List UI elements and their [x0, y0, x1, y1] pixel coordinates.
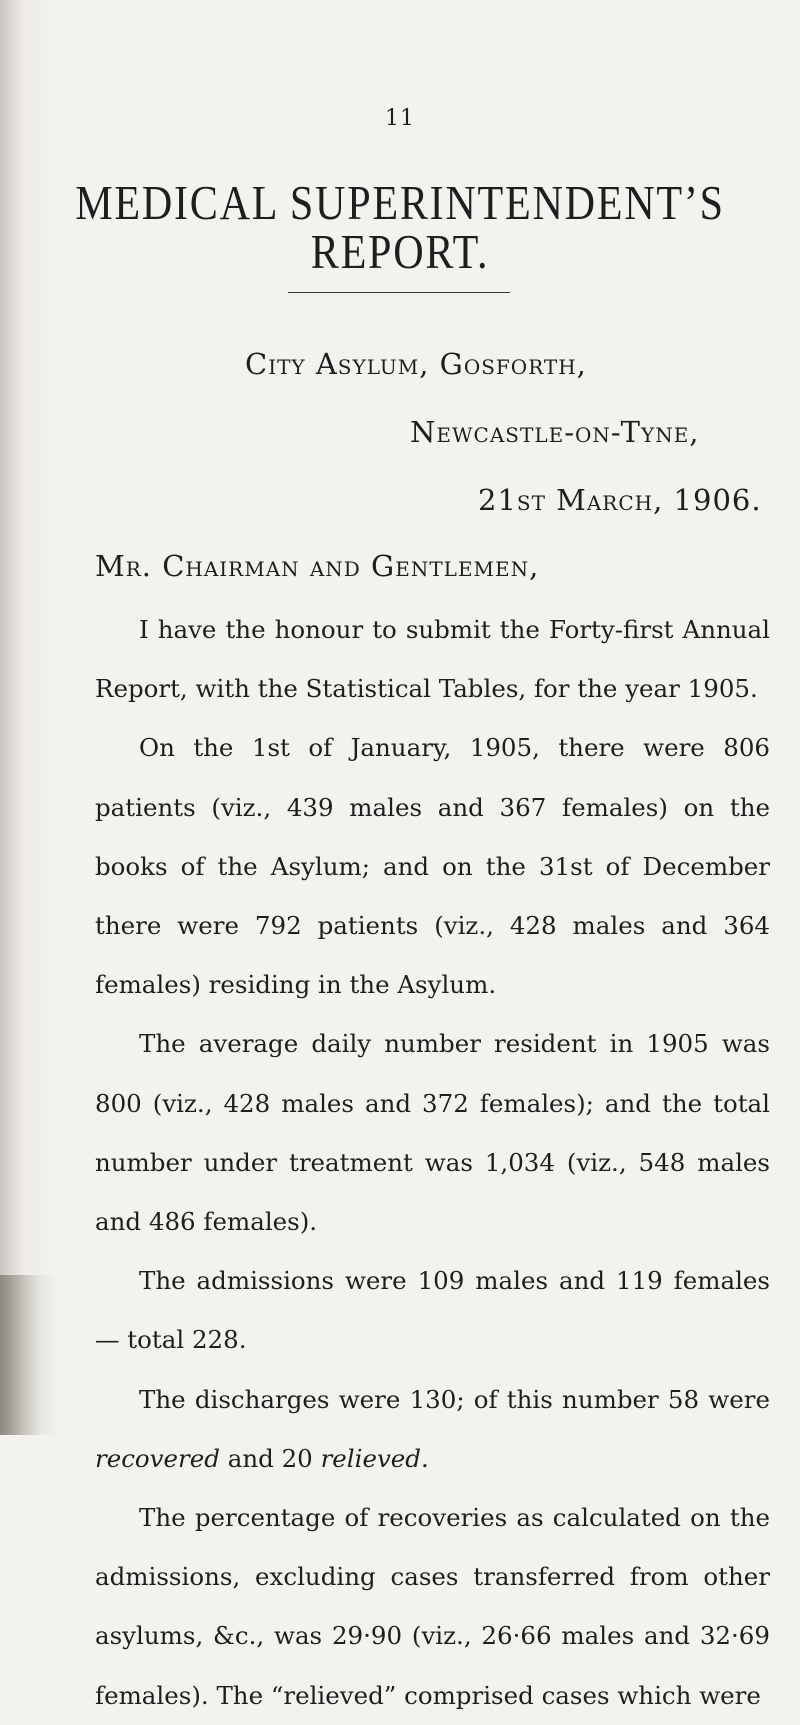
paragraph-average-resident: The average daily number resident in 1905 was 800 (viz., 428 males and 372 females); and the total number under treatment was 1,034 (viz., 548 males and 486 females).	[95, 1029, 770, 1237]
address-line-2: Newcastle-on-Tyne,	[410, 415, 700, 449]
salutation: Mr. Chairman and Gentlemen,	[95, 549, 540, 583]
paragraph-admissions: The admissions were 109 males and 119 females— total 228.	[95, 1266, 770, 1355]
relieved-term: relieved.	[320, 1443, 429, 1473]
address-line-1: City Asylum, Gosforth,	[245, 347, 587, 381]
discharges-text-b: and 20	[227, 1443, 313, 1473]
paragraph-discharges	[95, 1370, 770, 1488]
title-divider	[288, 292, 510, 293]
report-body	[95, 600, 770, 1725]
paragraph-patient-census: On the 1st of January, 1905, there were 806 patients (viz., 439 males and 367 females) on the books of the Asylum; and on the 31st of December there were 792 patients (viz., 428 males and 364 females) residing in the Asylum.	[95, 733, 770, 1000]
paragraph-recovery-percentage: The percentage of recoveries as calculated on the admissions, excluding cases transferred from other asylums, &c., was 29·90 (viz., 26·66 males and 32·69 females). The “relieved” comprised cases which were	[95, 1503, 770, 1710]
address-date: 21st March, 1906.	[478, 483, 762, 517]
page-corner-shadow	[0, 1275, 60, 1435]
report-title: MEDICAL SUPERINTENDENT’S REPORT.	[75, 175, 725, 279]
discharges-text-a: The discharges were 130; of this number 58 were	[139, 1384, 770, 1414]
paragraph-submission: I have the honour to submit the Forty-first Annual Report, with the Statistical Tables, for the year 1905.	[95, 615, 770, 704]
page-edge-shadow	[0, 0, 60, 1435]
page-number: 11	[385, 106, 415, 131]
recovered-term: recovered	[95, 1443, 220, 1473]
